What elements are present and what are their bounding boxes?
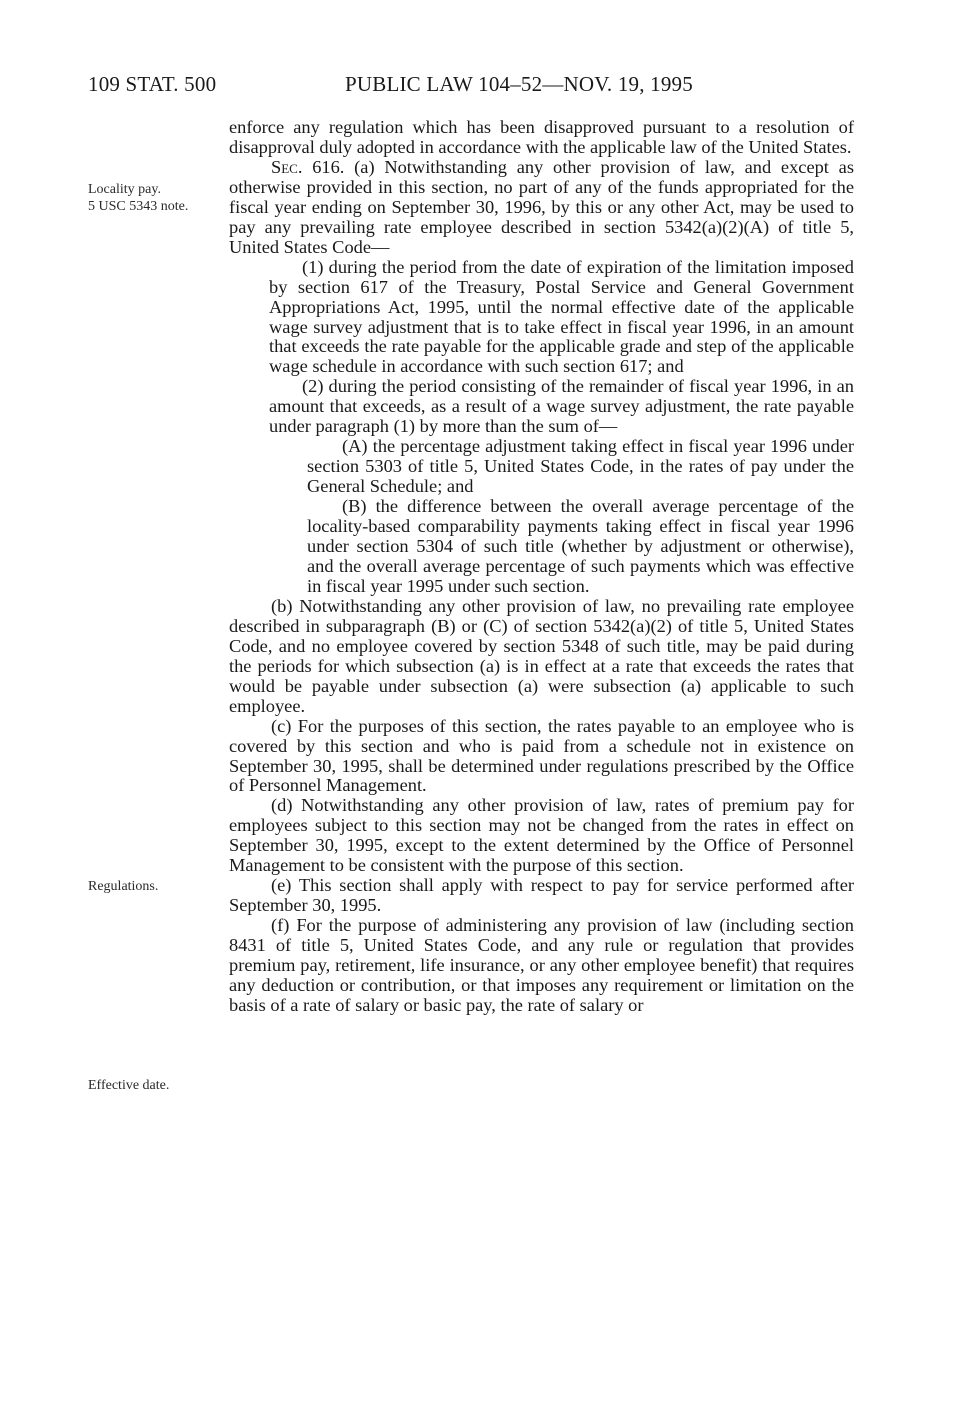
subsection-e: (e) This section shall apply with respect to pay for service performed after September 30, 1995. (229, 875, 854, 916)
subparagraph-a: (A) the percentage adjustment taking effect in fiscal year 1996 under section 5303 of title 5, United States Code, in the rates of pay under the General Schedule; and (307, 436, 854, 497)
margin-note-usc: 5 USC 5343 note. (88, 199, 189, 214)
subparagraph-b: (B) the difference between the overall average percentage of the locality-based comparability payments taking effect in fiscal year 1996 under section 5304 of such title (whether by adjustment or otherwise), and the overall average percentage of such payments which was effective in fiscal year 1995 under such section. (307, 496, 854, 596)
page-header (88, 72, 848, 100)
subsection-b: (b) Notwithstanding any other provision of law, no prevailing rate employee described in subparagraph (B) or (C) of section 5342(a)(2) of title 5, United States Code, and no employee covered by section 5348 of such title, may be paid during the periods for which subsection (a) is in effect at a rate that exceeds the rates that would be payable under subsection (a) were subsection (a) applicable to such employee. (229, 595, 854, 716)
paragraph-2: (2) during the period consisting of the remainder of fiscal year 1996, in an amount that exceeds, as a result of a wage survey adjustment, the rate payable under paragraph (1) by more than the sum of— (269, 376, 854, 437)
margin-note-locality-pay: Locality pay. (88, 182, 161, 197)
stat-page-number: 109 STAT. 500 (88, 72, 217, 96)
law-title: PUBLIC LAW 104–52—NOV. 19, 1995 (345, 72, 693, 96)
law-body (229, 118, 854, 1016)
paragraph-continuation: enforce any regulation which has been disapproved pursuant to a resolution of disapproval duly adopted in accordance with the applicable law of the United States. (229, 117, 854, 157)
paragraph-1: (1) during the period from the date of expiration of the limitation imposed by section 617 of the Treasury, Postal Service and General Government Appropriations Act, 1995, until the normal effective date of the applicable wage survey adjustment that is to take effect in fiscal year 1996, in an amount that exceeds the rate payable for the applicable grade and step of the applicable wage schedule in accordance with such section 617; and (269, 256, 854, 377)
subsection-c: (c) For the purposes of this section, the rates payable to an employee who is covered by this section and who is paid from a schedule not in existence on September 30, 1995, shall be determined under regulations prescribed by the Office of Personnel Management. (229, 715, 854, 796)
subsection-f: (f) For the purpose of administering any provision of law (including section 8431 of title 5, United States Code, and any rule or regulation that provides premium pay, retirement, life insurance, or any other employee benefit) that requires any deduction or contribution, or that imposes any requirement or limitation on the basis of a rate of salary or basic pay, the rate of salary or (229, 915, 854, 1015)
section-616-intro (229, 158, 854, 258)
section-616-text: (a) Notwithstanding any other provision of law, and except as otherwise provided in this section, no part of any of the funds appropriated for the fiscal year ending on September 30, 1996, by this or any other Act, may be used to pay any prevailing rate employee described in section 5342(a)(2)(A) of title 5, United States Code— (229, 156, 854, 257)
subsection-d: (d) Notwithstanding any other provision of law, rates of premium pay for employees subject to this section may not be changed from the rates in effect on September 30, 1995, except to the extent determined by the Office of Personnel Management to be consistent with the purpose of this section. (229, 795, 854, 876)
margin-note-effective-date: Effective date. (88, 1078, 170, 1093)
section-label: Sec. 616. (271, 156, 345, 177)
margin-note-regulations: Regulations. (88, 879, 159, 894)
